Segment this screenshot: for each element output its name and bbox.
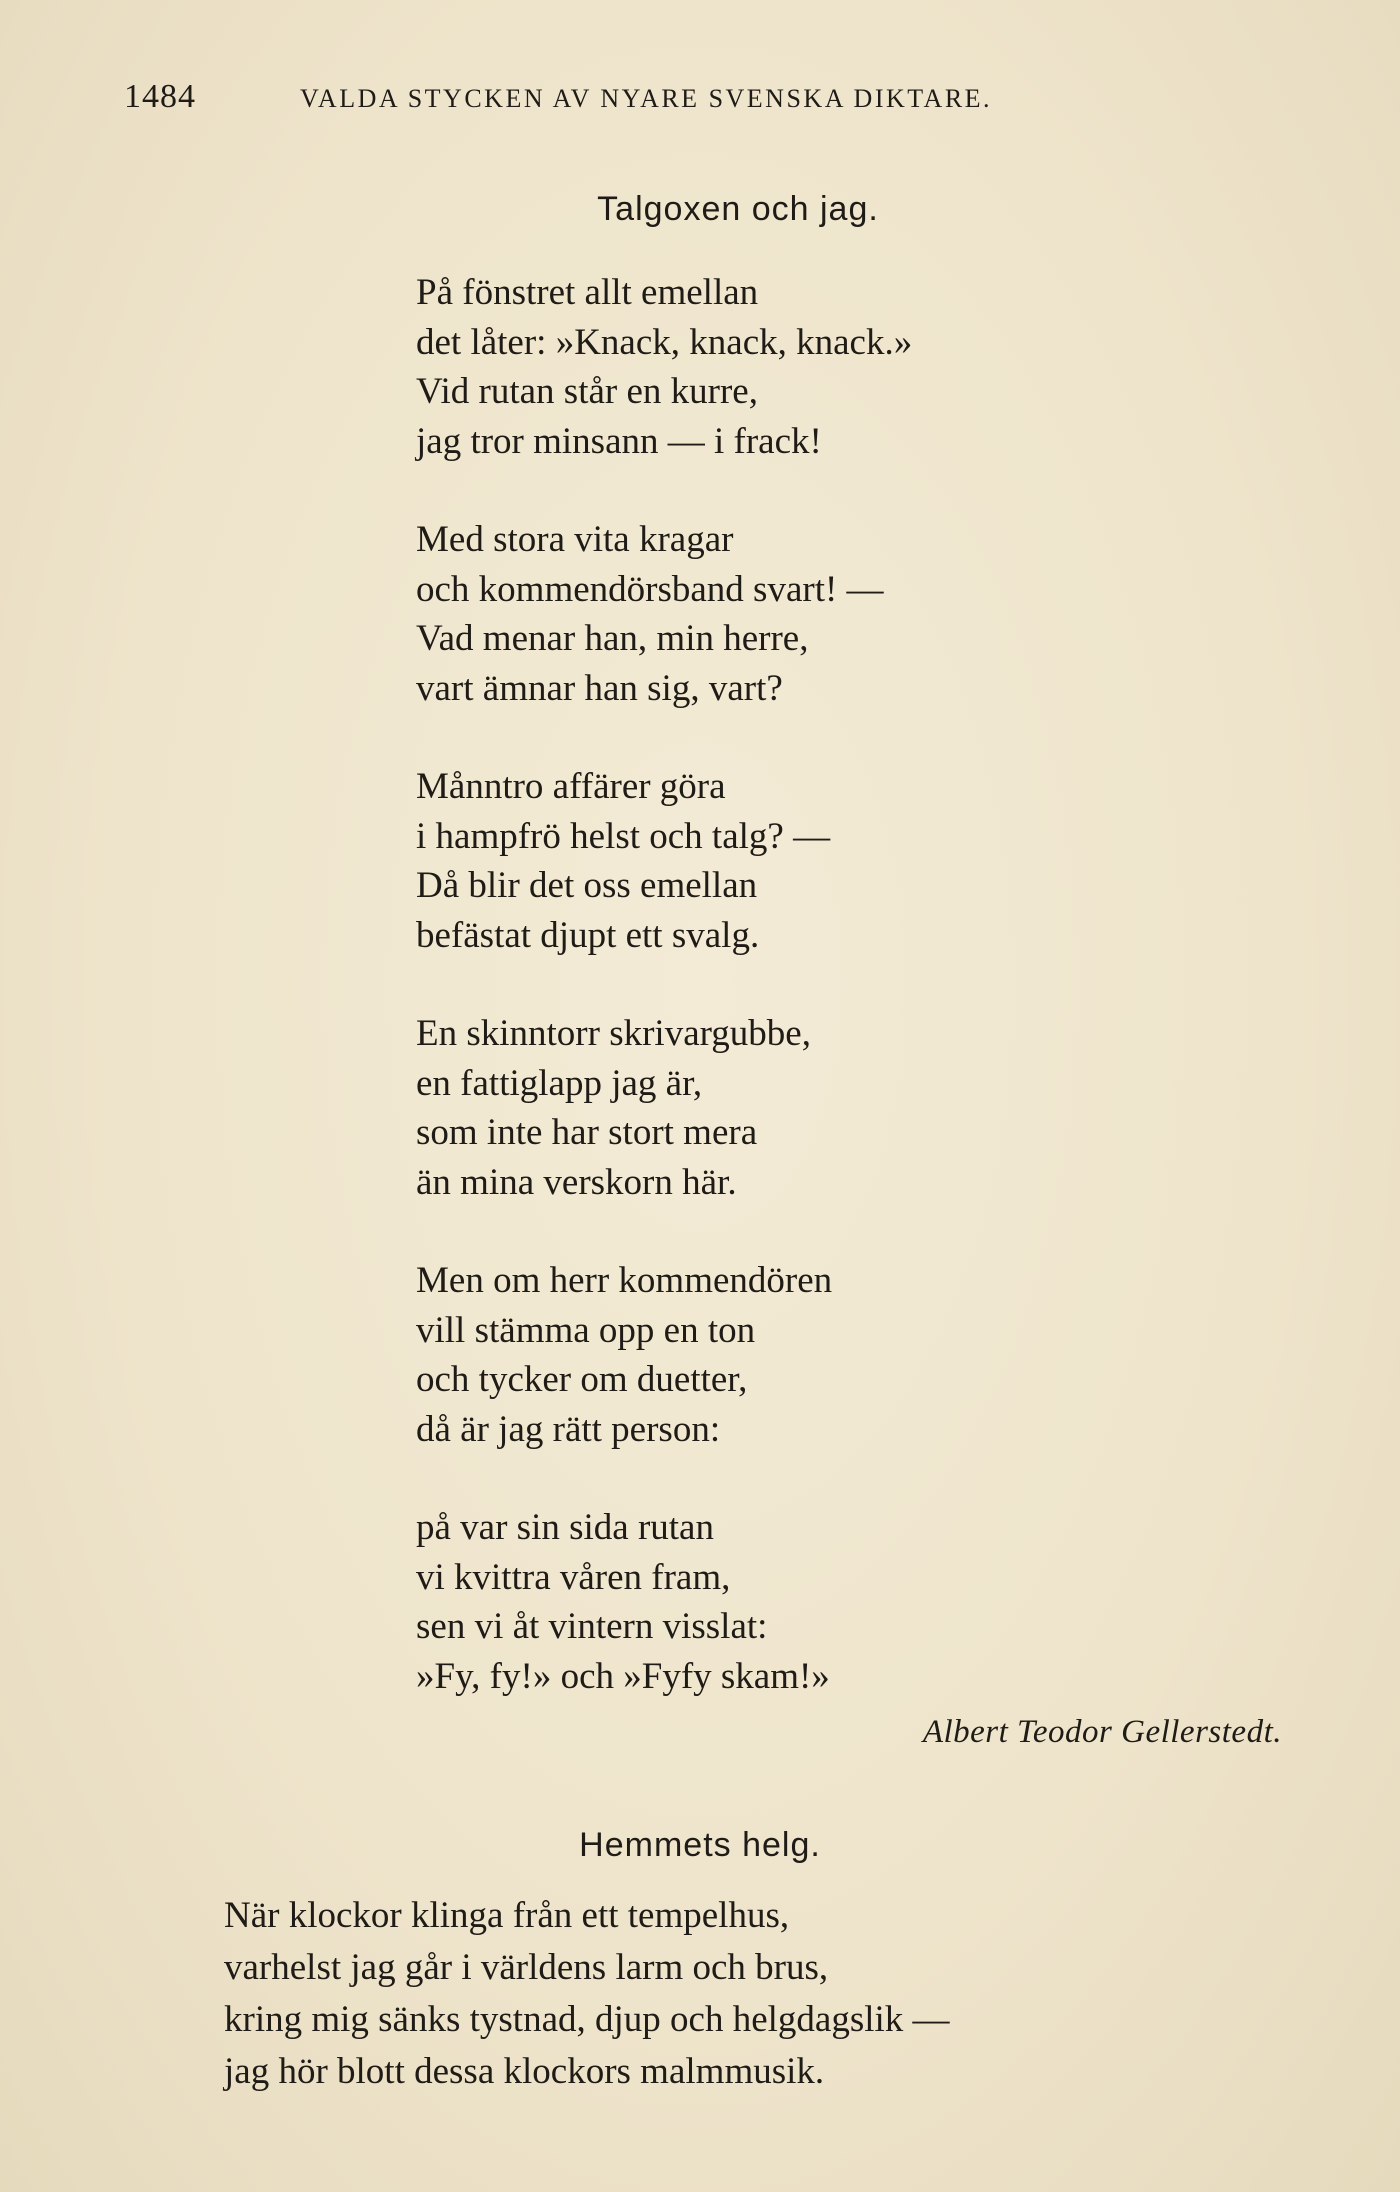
poem-line: När klockor klinga från ett tempelhus, <box>224 1895 790 1936</box>
poem-line: som inte har stort mera <box>416 1112 758 1153</box>
poem-title-hemmets-helg: Hemmets helg. <box>579 1826 821 1864</box>
poem-line: Vid rutan står en kurre, <box>416 371 758 412</box>
poem-line: Vad menar han, min herre, <box>416 618 809 659</box>
poem-line: vill stämma opp en ton <box>416 1309 756 1351</box>
poem-talgoxen <box>416 268 912 1701</box>
poem-line: Men om herr kommendören <box>416 1260 833 1301</box>
stanza <box>416 515 912 713</box>
poem-line: varhelst jag går i världens larm och brus, <box>224 1947 829 1988</box>
stanza <box>416 1256 912 1454</box>
poem-line: det låter: »Knack, knack, knack.» <box>416 321 913 363</box>
stanza <box>416 1503 912 1701</box>
poem-line: jag hör blott dessa klockors malmmusik. <box>224 2051 825 2092</box>
poem-line: Då blir det oss emellan <box>416 865 758 906</box>
running-title: VALDA STYCKEN AV NYARE SVENSKA DIKTARE. <box>300 84 993 113</box>
poem-line: kring mig sänks tystnad, djup och helgdagslik — <box>224 1999 950 2040</box>
poem-line: än mina verskorn här. <box>416 1161 737 1203</box>
poem-line: sen vi åt vintern visslat: <box>416 1606 768 1647</box>
poem-line: På fönstret allt emellan <box>416 272 759 313</box>
poem-line: befästat djupt ett svalg. <box>416 914 760 956</box>
running-head <box>0 78 1400 118</box>
poem-hemmets-helg <box>224 1890 950 2098</box>
poem-line: på var sin sida rutan <box>416 1507 714 1548</box>
poem-line: Månntro affärer göra <box>416 766 726 807</box>
poem-line: vi kvittra våren fram, <box>416 1556 731 1598</box>
poem-line: Med stora vita kragar <box>416 519 734 560</box>
poem-line: En skinntorr skrivargubbe, <box>416 1013 811 1054</box>
poem-line: jag tror minsann — i frack! <box>416 420 822 462</box>
poem-line: en fattiglapp jag är, <box>416 1062 703 1104</box>
poem-line: då är jag rätt person: <box>416 1408 721 1450</box>
page-number: 1484 <box>124 78 196 115</box>
poem-line: i hampfrö helst och talg? — <box>416 815 831 857</box>
poem-line: »Fy, fy!» och »Fyfy skam!» <box>416 1655 830 1697</box>
poem-line: vart ämnar han sig, vart? <box>416 667 783 709</box>
poem-title-talgoxen: Talgoxen och jag. <box>597 190 879 228</box>
author-signature: Albert Teodor Gellerstedt. <box>922 1714 1282 1750</box>
poem-line: och kommendörsband svart! — <box>416 568 884 610</box>
poem-line: och tycker om duetter, <box>416 1359 748 1400</box>
stanza <box>416 268 912 466</box>
stanza <box>416 762 912 960</box>
stanza <box>416 1009 912 1207</box>
